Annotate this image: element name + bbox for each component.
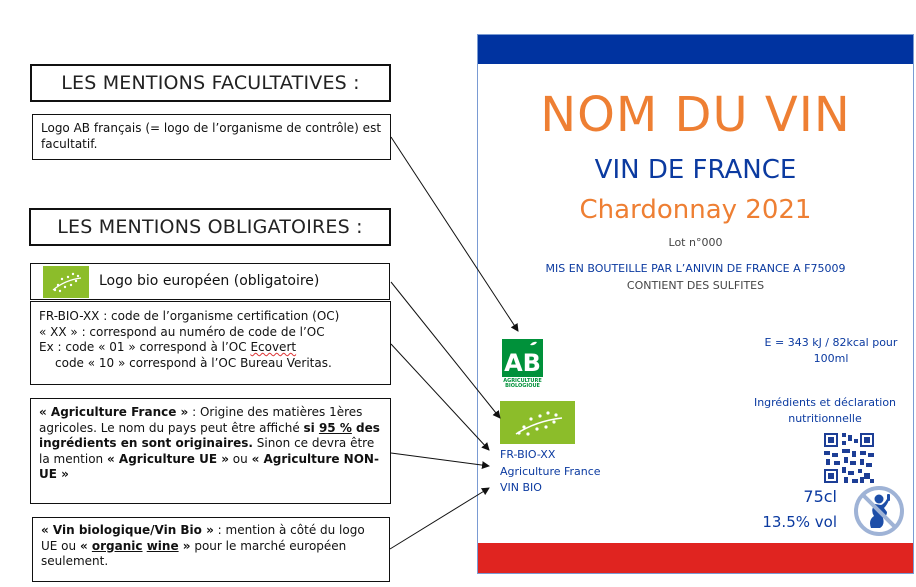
- agri-bold-2: si: [303, 420, 319, 435]
- spellcheck-flagged-word: organic: [91, 538, 143, 553]
- ingredients-line-1: Ingrédients et déclaration: [753, 396, 897, 409]
- organic-wine-mention: VIN BIO: [500, 481, 542, 494]
- arrow-vin-bio: [390, 488, 489, 549]
- ab-logo-note-text: Logo AB français (= logo de l’organisme de contrôle) est facultatif.: [41, 121, 382, 151]
- svg-text:AGRICULTURE: AGRICULTURE: [503, 378, 542, 384]
- wine-name: NOM DU VIN: [540, 87, 851, 143]
- arrow-agriculture-france: [391, 453, 489, 466]
- wine-label: [477, 34, 914, 574]
- frbio-line-3-prefix: Ex : code « 01 » correspond à l’OC: [39, 340, 251, 354]
- quote-close: »: [178, 538, 191, 553]
- agri-bold-3: des ingrédients en sont originaires.: [39, 420, 380, 450]
- optional-mentions-header-text: LES MENTIONS FACULTATIVES :: [61, 72, 360, 94]
- no-alcohol-pregnancy-icon: [853, 485, 905, 537]
- svg-text:BIOLOGIQUE: BIOLOGIQUE: [505, 383, 540, 387]
- alcohol-by-volume: 13.5% vol: [762, 513, 837, 531]
- agri-bold-underline: 95 %: [318, 420, 352, 435]
- sulfites-statement: CONTIENT DES SULFITES: [626, 279, 765, 292]
- mandatory-mentions-header-text: LES MENTIONS OBLIGATOIRES :: [57, 216, 363, 238]
- vin-text-2: pour le marché européen seulement.: [41, 538, 347, 568]
- frbio-line-1: FR-BIO-XX : code de l’organisme certification (OC): [39, 309, 340, 323]
- svg-text:AB: AB: [504, 349, 541, 377]
- label-bottom-red-band: [478, 543, 913, 573]
- ingredients-link-text: [745, 395, 905, 427]
- ab-agriculture-biologique-icon: [502, 339, 543, 387]
- agri-text-3: ou: [228, 451, 252, 466]
- agri-bold-4: « Agriculture UE »: [106, 451, 229, 466]
- quote-open: «: [79, 538, 92, 553]
- spellcheck-flagged-word: Ecovert: [250, 340, 297, 354]
- agri-text-1: : Origine des matières 1ères agricoles. Le nom du pays peut être affiché: [39, 405, 363, 435]
- energy-value: [751, 335, 911, 367]
- mandatory-mentions-header: [29, 208, 391, 246]
- origin-mention: Agriculture France: [500, 464, 601, 478]
- energy-line-2: 100ml: [813, 352, 849, 365]
- eu-organic-leaf-icon: [500, 401, 575, 444]
- volume: 75cl: [803, 487, 837, 506]
- frbio-line-4: code « 10 » correspond à l’OC Bureau Veritas.: [55, 355, 332, 370]
- bottler-statement: MIS EN BOUTEILLE PAR L’ANIVIN DE FRANCE A F75009: [545, 262, 846, 275]
- grape-vintage: Chardonnay 2021: [579, 195, 812, 225]
- organic-wine-note: [32, 517, 390, 582]
- certifier-code: FR-BIO-XX: [500, 448, 556, 461]
- eu-logo-note-text: Logo bio européen (obligatoire): [99, 272, 320, 289]
- lot-number: Lot n°000: [668, 236, 723, 249]
- label-top-blue-band: [478, 35, 913, 64]
- agri-bold-1: « Agriculture France »: [39, 405, 189, 419]
- arrow-frbio-code: [391, 344, 489, 450]
- frbio-code-note: [30, 301, 391, 385]
- optional-mentions-header: [30, 64, 391, 102]
- eu-logo-note: [30, 263, 390, 300]
- energy-line-1: E = 343 kJ / 82kcal pour: [764, 336, 898, 349]
- appellation: VIN DE FRANCE: [594, 155, 797, 185]
- organic-mentions: [500, 447, 601, 497]
- frbio-line-3: [39, 340, 382, 356]
- spellcheck-flagged-word: wine: [146, 538, 179, 553]
- qr-code-icon[interactable]: [824, 433, 874, 483]
- agriculture-origin-note: [30, 398, 391, 504]
- eu-organic-leaf-icon: [43, 266, 89, 298]
- ingredients-line-2: nutritionnelle: [788, 412, 862, 425]
- frbio-line-2: « XX » : correspond au numéro de code de l’OC: [39, 324, 325, 339]
- vin-text-1: : mention à côté du logo UE ou: [41, 523, 365, 553]
- agri-bold-5: « Agriculture NON-UE »: [39, 451, 379, 481]
- vin-bold-1: « Vin biologique/Vin Bio »: [41, 523, 214, 537]
- agri-text-2: Sinon ce devra être la mention: [39, 436, 375, 466]
- ab-logo-note: [32, 114, 391, 160]
